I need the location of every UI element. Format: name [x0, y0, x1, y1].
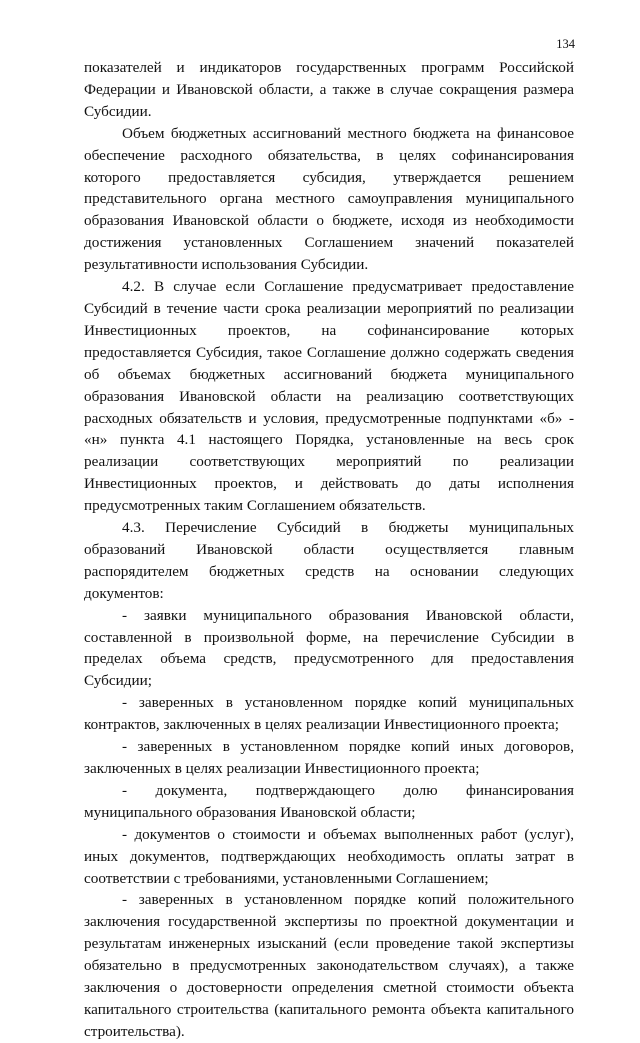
list-item-other-contracts: - заверенных в установленном порядке копий иных договоров, заключенных в целях реализации Инвестиционного проекта;: [84, 738, 574, 777]
list-item-expertise: - заверенных в установленном порядке копий положительного заключения государственной экспертизы по проектной документации и результатам инженерных изысканий (если проведение такой экспертизы обязательно в предусмотренных законодательством случаях), а также заключения о достоверности определения сметной стоимости объекта капитального строительства (капитального ремонта объекта капитального строительства).: [84, 891, 574, 1040]
paragraph-4-3: 4.3. Перечисление Субсидий в бюджеты муниципальных образований Ивановской области осуществляется главным распорядителем бюджетных средств на основании следующих документов:: [84, 519, 574, 602]
paragraph-4-2: 4.2. В случае если Соглашение предусматривает предоставление Субсидий в течение части срока реализации мероприятий по реализации Инвестиционных проектов, на софинансирование которых предоставляется Субсидия, такое Соглашение должно содержать сведения об объемах бюджетных ассигнований бюджета муниципального образования Ивановской области на реализацию соответствующих расходных обязательств и условия, предусмотренные подпунктами «б» - «н» пункта 4.1 настоящего Порядка, установленные на весь срок реализации соответствующих мероприятий по реализации Инвестиционных проектов, и действовать до даты исполнения предусмотренных таким Соглашением обязательств.: [84, 278, 574, 515]
body-text: [84, 57, 574, 1043]
list-item-application: - заявки муниципального образования Ивановской области, составленной в произвольной форме, на перечисление Субсидии в пределах объема средств, предусмотренного для предоставления Субсидии;: [84, 606, 574, 690]
page-number: 134: [556, 37, 575, 51]
list-item-financing-share: - документа, подтверждающего долю финансирования муниципального образования Ивановской области;: [84, 781, 574, 821]
list-item-cost-documents: - документов о стоимости и объемах выполненных работ (услуг), иных документов, подтверждающих необходимость оплаты затрат в соответствии с требованиями, установленными Соглашением;: [84, 825, 574, 887]
paragraph-budget-volume: Объем бюджетных ассигнований местного бюджета на финансовое обеспечение расходного обязательства, в целях софинансирования которого предоставляется субсидия, утверждается решением представительного органа местного самоуправления муниципального образования Ивановской области о бюджете, исходя из необходимости достижения установленных Соглашением значений показателей результативности использования Субсидии.: [84, 124, 574, 274]
list-item-municipal-contracts: - заверенных в установленном порядке копий муниципальных контрактов, заключенных в целях реализации Инвестиционного проекта;: [84, 694, 574, 734]
paragraph-continuation: показателей и индикаторов государственных программ Российской Федерации и Ивановской области, а также в случае сокращения размера Субсидии.: [84, 59, 574, 120]
